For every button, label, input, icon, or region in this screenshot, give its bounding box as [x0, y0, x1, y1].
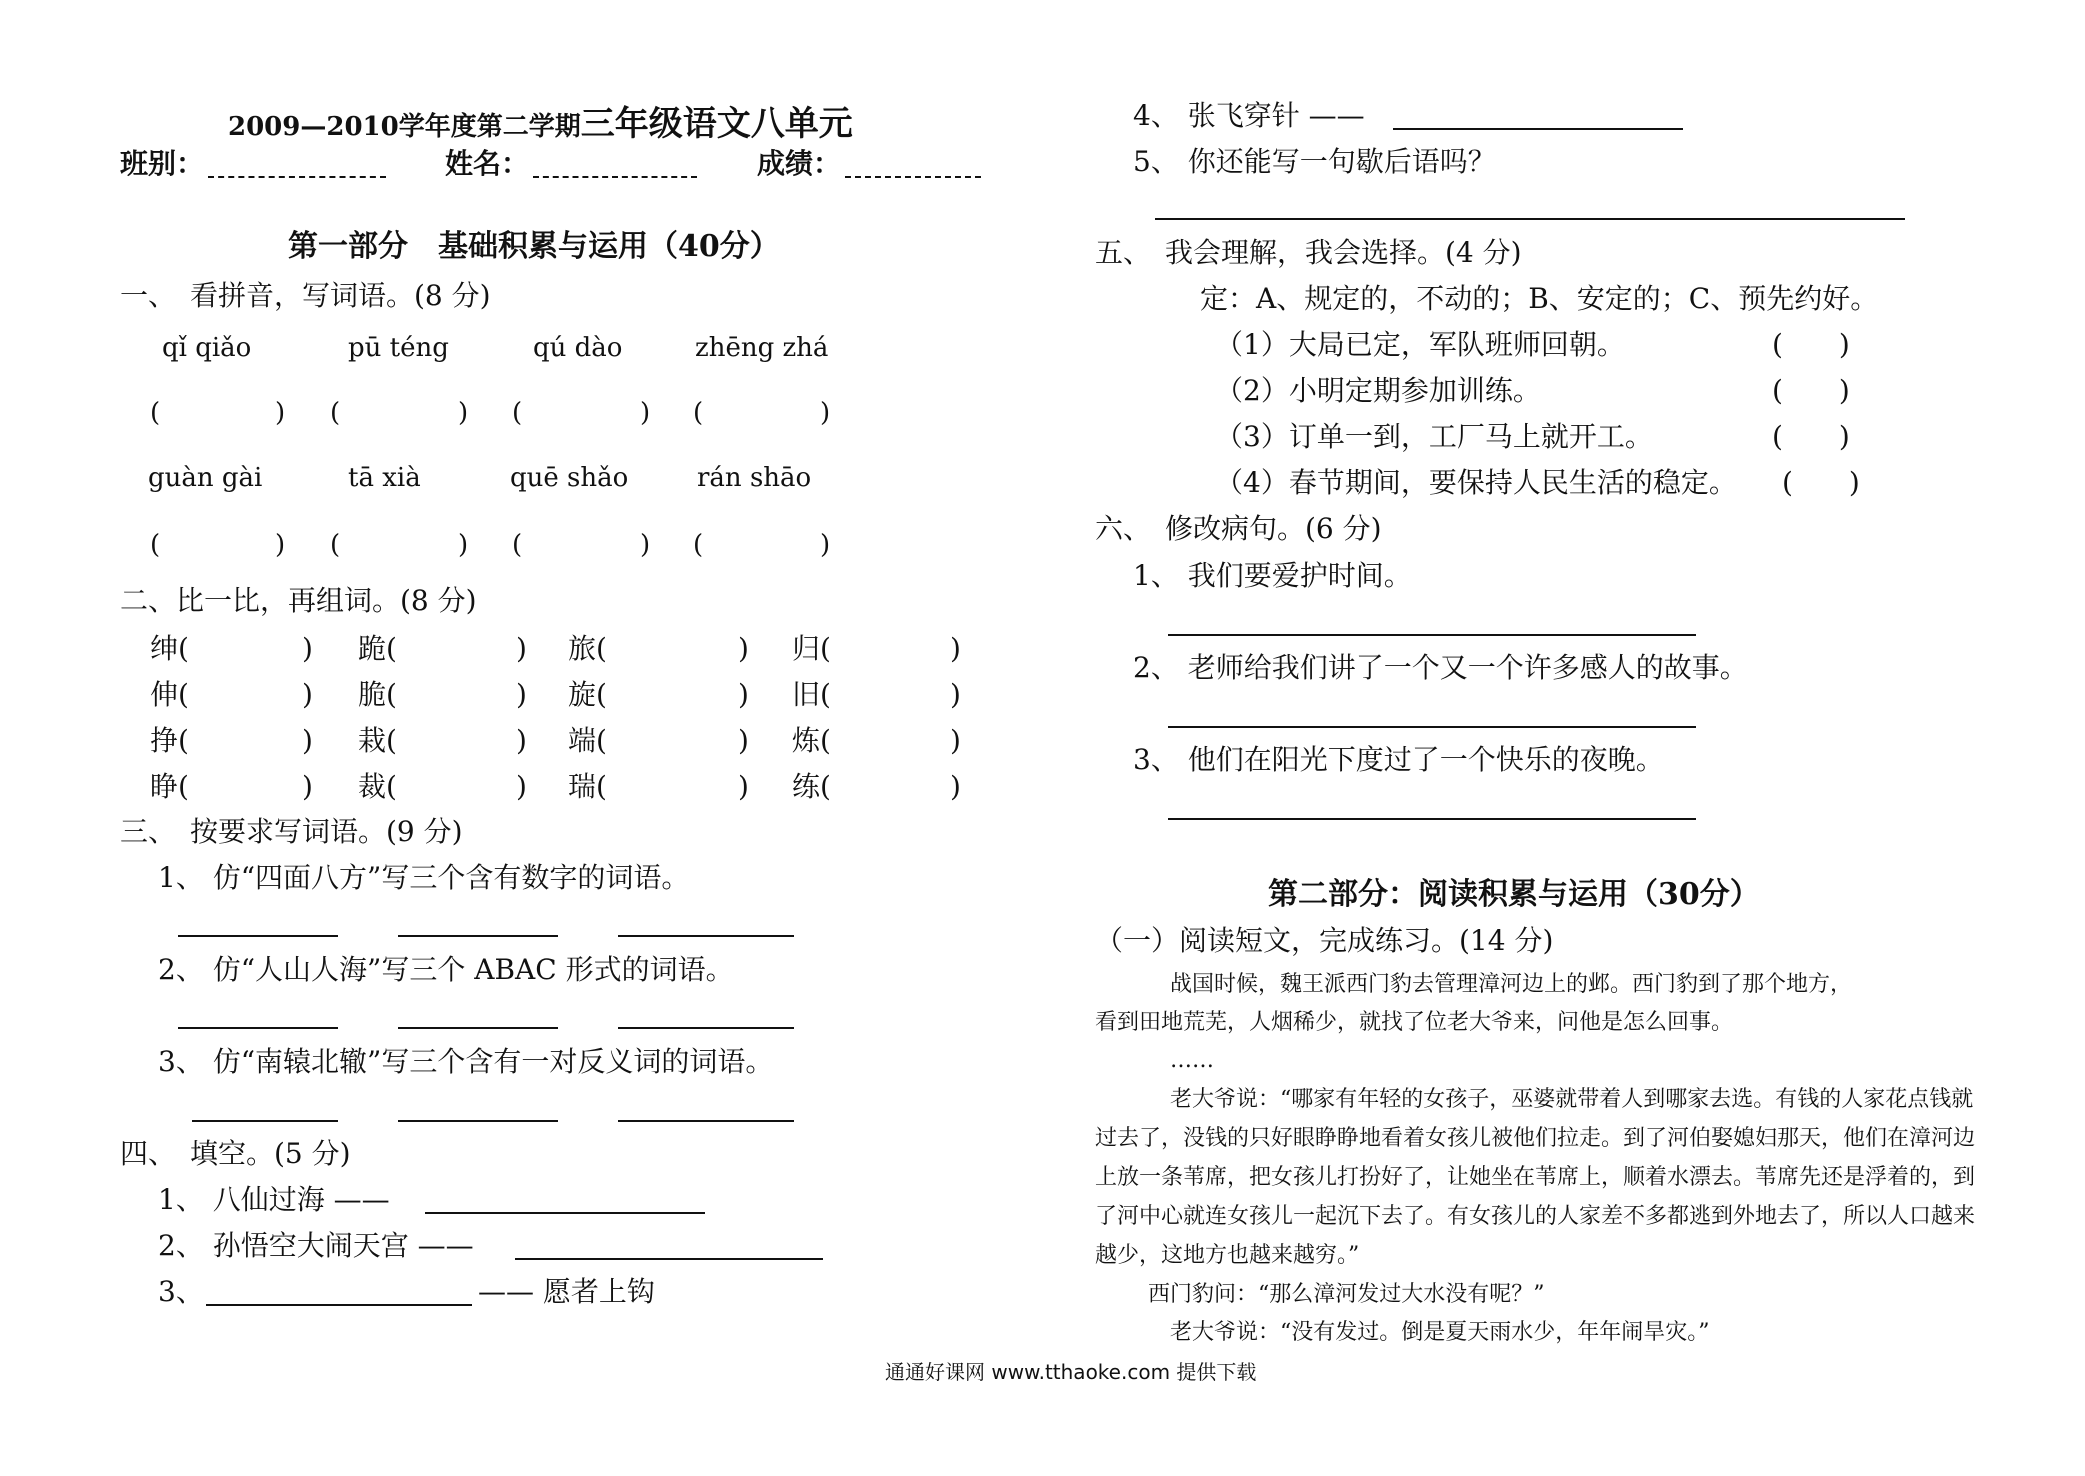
paren-open: ( — [386, 678, 397, 711]
paren-open: ( — [596, 678, 607, 711]
paren-open: ( — [178, 632, 189, 665]
reading-paragraph-1: 战国时候，魏王派西门豹去管理漳河边上的邺。西门豹到了那个地方， — [1170, 972, 1853, 997]
answer-paren-open: ( — [693, 398, 704, 428]
paren-open: ( — [386, 724, 397, 757]
compare-char: 瑞 — [568, 770, 597, 803]
paren-close: ) — [516, 724, 527, 757]
compare-char: 挣 — [150, 724, 179, 757]
s3-question-3: 3、 仿“南辕北辙”写三个含有一对反义词的词语。 — [158, 1045, 774, 1078]
s5-definitions: 定：A、规定的，不动的；B、安定的；C、预先约好。 — [1200, 282, 1879, 315]
compare-char: 旅 — [568, 632, 597, 665]
paren-open: ( — [596, 724, 607, 757]
title-main: 三年级语文八单元 — [580, 104, 853, 144]
section1-heading: 一、 看拼音，写词语。(8 分) — [120, 279, 491, 312]
reading-paragraph-2-line: 上放一条苇席，把女孩儿打扮好了，让她坐在苇席上，顺着水漂去。苇席先还是浮着的，到 — [1095, 1165, 1976, 1190]
s5-item-1: （1）大局已定，军队班师回朝。 — [1215, 328, 1625, 361]
compare-char: 旧 — [792, 678, 821, 711]
s4-question-5: 5、 你还能写一句歇后语吗？ — [1133, 145, 1496, 178]
compare-char: 归 — [792, 632, 821, 665]
answer-paren-open: ( — [512, 530, 523, 560]
paren-open: ( — [820, 632, 831, 665]
class-field[interactable] — [208, 176, 386, 178]
compare-char: 旋 — [568, 678, 597, 711]
s4-question-3-tail: —— 愿者上钩 — [478, 1275, 655, 1308]
paren-open: ( — [820, 724, 831, 757]
footer-source: 通通好课网 www.tthaoke.com 提供下载 — [885, 1360, 1257, 1384]
pinyin-8: rán shāo — [697, 463, 812, 493]
s3-question-1: 1、 仿“四面八方”写三个含有数字的词语。 — [158, 861, 690, 894]
reading-paragraph-1b: 看到田地荒芜，人烟稀少，就找了位老大爷来，问他是怎么回事。 — [1095, 1010, 1734, 1035]
answer-line[interactable] — [618, 935, 794, 937]
answer-line[interactable] — [1168, 818, 1696, 820]
part1-title: 第一部分 基础积累与运用（40分） — [288, 229, 780, 264]
s6-item-1: 1、 我们要爱护时间。 — [1133, 559, 1412, 592]
score-field[interactable] — [845, 176, 981, 178]
reading-paragraph-3: 西门豹问：“那么漳河发过大水没有呢？” — [1148, 1282, 1545, 1307]
answer-line[interactable] — [192, 1120, 338, 1122]
pinyin-1: qǐ qiǎo — [162, 333, 252, 363]
paren-open: ( — [178, 678, 189, 711]
paren-close: ) — [516, 678, 527, 711]
answer-paren-open: ( — [330, 398, 341, 428]
answer-paren-open: ( — [150, 530, 161, 560]
paren-open: ( — [386, 632, 397, 665]
s4-question-4: 4、 张飞穿针 —— — [1133, 99, 1365, 132]
answer-paren-open: ( — [330, 530, 341, 560]
s6-item-3: 3、 他们在阳光下度过了一个快乐的夜晚。 — [1133, 743, 1664, 776]
paren-close: ) — [302, 632, 313, 665]
section5-heading: 五、 我会理解，我会选择。(4 分) — [1095, 236, 1522, 269]
section4-heading: 四、 填空。(5 分) — [120, 1137, 351, 1170]
compare-char: 裁 — [358, 770, 387, 803]
answer-line[interactable] — [398, 935, 558, 937]
reading-paragraph-2-line: 过去了，没钱的只好眼睁睁地看着女孩儿被他们拉走。到了河伯娶媳妇那天，他们在漳河边 — [1095, 1126, 1976, 1151]
paren-close: ) — [516, 632, 527, 665]
paren-close: ) — [950, 678, 961, 711]
paren-open: ( — [178, 770, 189, 803]
paren-close: ) — [950, 632, 961, 665]
paren-close: ) — [738, 632, 749, 665]
answer-line[interactable] — [1168, 726, 1696, 728]
section2-heading: 二、比一比，再组词。(8 分) — [120, 584, 477, 617]
reading-paragraph-2-line: 越少，这地方也越来越穷。” — [1095, 1243, 1360, 1268]
answer-paren-close: ) — [820, 398, 831, 428]
pinyin-7: quē shǎo — [510, 463, 629, 493]
answer-line[interactable] — [1168, 634, 1696, 636]
paren-close: ) — [516, 770, 527, 803]
name-field[interactable] — [533, 176, 697, 178]
answer-line[interactable] — [425, 1212, 705, 1214]
part2-subheading: （一）阅读短文，完成练习。(14 分) — [1095, 924, 1554, 957]
s4-question-2: 2、 孙悟空大闹天宫 —— — [158, 1229, 474, 1262]
answer-line[interactable] — [1155, 218, 1905, 220]
page-title — [228, 96, 853, 145]
compare-char: 绅 — [150, 632, 179, 665]
answer-paren-close: ) — [458, 530, 469, 560]
answer-paren-close: ) — [640, 530, 651, 560]
answer-paren-open: ( — [512, 398, 523, 428]
answer-line[interactable] — [398, 1120, 558, 1122]
answer-line[interactable] — [515, 1258, 823, 1260]
reading-paragraph-2-line: 老大爷说：“哪家有年轻的女孩子，巫婆就带着人到哪家去选。有钱的人家花点钱就 — [1170, 1087, 1974, 1112]
paren-close: ) — [738, 770, 749, 803]
paren-open: ( — [820, 678, 831, 711]
part2-title: 第二部分：阅读积累与运用（30分） — [1268, 877, 1760, 912]
s6-item-2: 2、 老师给我们讲了一个又一个许多感人的故事。 — [1133, 651, 1748, 684]
compare-char: 练 — [792, 770, 821, 803]
pinyin-2: pū téng — [348, 333, 449, 363]
class-label: 班别： — [120, 147, 205, 180]
pinyin-5: guàn gài — [148, 463, 263, 493]
answer-paren-close: ) — [640, 398, 651, 428]
s4-question-3-num: 3、 — [158, 1275, 204, 1308]
compare-char: 炼 — [792, 724, 821, 757]
compare-char: 栽 — [358, 724, 387, 757]
paren-close: ) — [950, 724, 961, 757]
name-label: 姓名： — [445, 147, 530, 180]
s5-answer-paren[interactable]: ( ) — [1772, 420, 1850, 453]
section3-heading: 三、 按要求写词语。(9 分) — [120, 815, 463, 848]
reading-ellipsis: …… — [1170, 1048, 1214, 1073]
s5-answer-paren[interactable]: ( ) — [1772, 328, 1850, 361]
paren-close: ) — [738, 678, 749, 711]
compare-char: 睁 — [150, 770, 179, 803]
s5-answer-paren[interactable]: ( ) — [1782, 466, 1860, 499]
answer-paren-close: ) — [275, 398, 286, 428]
compare-char: 端 — [568, 724, 597, 757]
answer-line[interactable] — [398, 1027, 558, 1029]
section6-heading: 六、 修改病句。(6 分) — [1095, 512, 1382, 545]
answer-line[interactable] — [618, 1027, 794, 1029]
compare-char: 伸 — [150, 678, 179, 711]
paren-open: ( — [596, 770, 607, 803]
title-prefix: 2009—2010学年度第二学期 — [228, 112, 581, 142]
paren-open: ( — [178, 724, 189, 757]
s5-item-2: （2）小明定期参加训练。 — [1215, 374, 1541, 407]
answer-line[interactable] — [206, 1304, 472, 1306]
answer-paren-open: ( — [150, 398, 161, 428]
answer-line[interactable] — [618, 1120, 794, 1122]
answer-paren-open: ( — [693, 530, 704, 560]
answer-line[interactable] — [178, 935, 338, 937]
answer-line[interactable] — [178, 1027, 338, 1029]
pinyin-6: tā xià — [348, 463, 421, 493]
answer-paren-close: ) — [820, 530, 831, 560]
compare-char: 脆 — [358, 678, 387, 711]
pinyin-4: zhēng zhá — [695, 333, 829, 363]
paren-close: ) — [302, 724, 313, 757]
answer-paren-close: ) — [458, 398, 469, 428]
paren-open: ( — [820, 770, 831, 803]
answer-line[interactable] — [1393, 128, 1683, 130]
answer-paren-close: ) — [275, 530, 286, 560]
s5-item-4: （4）春节期间，要保持人民生活的稳定。 — [1215, 466, 1737, 499]
s4-question-1: 1、 八仙过海 —— — [158, 1183, 390, 1216]
paren-close: ) — [302, 678, 313, 711]
reading-paragraph-2-line: 了河中心就连女孩儿一起沉下去了。有女孩儿的人家差不多都逃到外地去了，所以人口越来 — [1095, 1204, 1976, 1229]
s5-answer-paren[interactable]: ( ) — [1772, 374, 1850, 407]
reading-paragraph-4: 老大爷说：“没有发过。倒是夏天雨水少，年年闹旱灾。” — [1170, 1320, 1710, 1345]
paren-open: ( — [596, 632, 607, 665]
paren-close: ) — [950, 770, 961, 803]
s5-item-3: （3）订单一到，工厂马上就开工。 — [1215, 420, 1653, 453]
compare-char: 跪 — [358, 632, 387, 665]
paren-close: ) — [302, 770, 313, 803]
pinyin-3: qú dào — [533, 333, 623, 363]
paren-close: ) — [738, 724, 749, 757]
s3-question-2: 2、 仿“人山人海”写三个 ABAC 形式的词语。 — [158, 953, 734, 986]
score-label: 成绩： — [757, 147, 842, 180]
paren-open: ( — [386, 770, 397, 803]
